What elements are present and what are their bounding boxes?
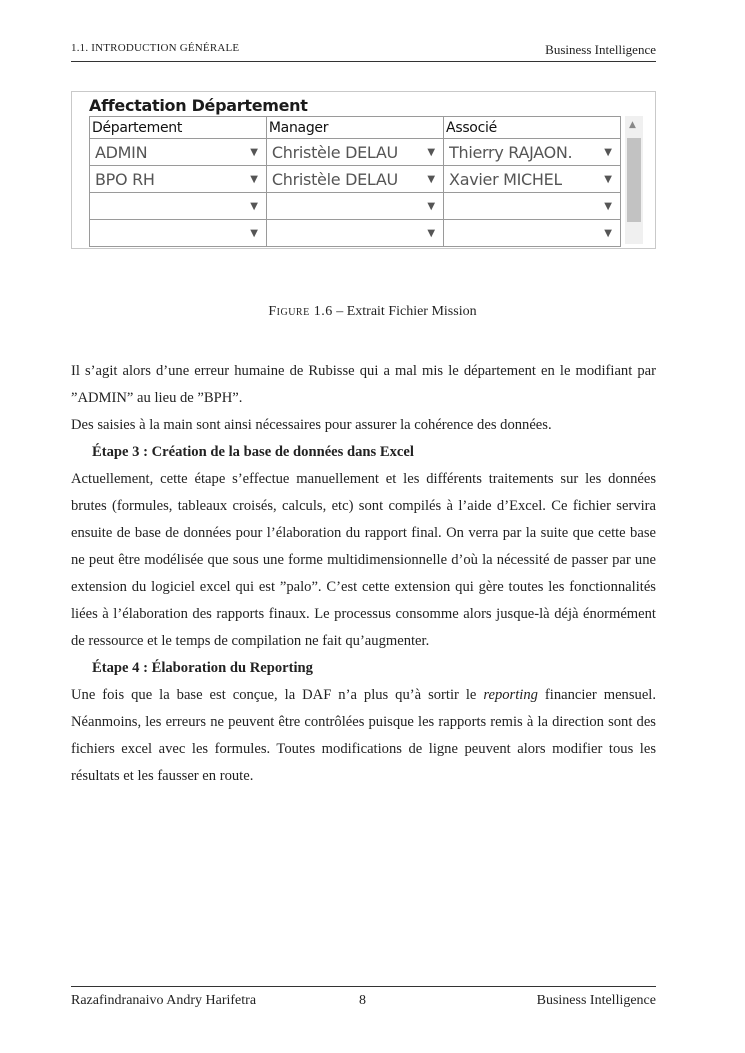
table-row xyxy=(90,139,621,166)
cell-dropdown[interactable] xyxy=(266,193,443,220)
figure-caption xyxy=(0,304,745,320)
page-number: 8 xyxy=(359,993,366,1008)
dropdown-arrow-icon[interactable]: ▼ xyxy=(250,201,258,212)
cell-dropdown[interactable] xyxy=(444,220,621,247)
footer-author: Razafindranaivo Andry Harifetra xyxy=(71,993,257,1008)
caption-text: – Extrait Fichier Mission xyxy=(332,304,477,319)
cell-dropdown[interactable] xyxy=(266,166,443,193)
cell-dropdown[interactable] xyxy=(90,220,267,247)
figure-screenshot xyxy=(71,91,656,249)
cell-value: Christèle DELAU xyxy=(271,170,398,189)
scroll-up-icon[interactable]: ▲ xyxy=(629,120,636,130)
dropdown-arrow-icon[interactable]: ▼ xyxy=(427,201,436,212)
running-header xyxy=(71,42,656,62)
dropdown-arrow-icon[interactable]: ▼ xyxy=(250,147,258,158)
caption-label: Figure 1.6 xyxy=(268,304,333,319)
cell-value: ADMIN xyxy=(95,143,148,162)
header-title: Business Intelligence xyxy=(545,42,656,57)
cell-dropdown[interactable] xyxy=(444,193,621,220)
cell-dropdown[interactable] xyxy=(90,166,267,193)
table-row xyxy=(90,166,621,193)
cell-value: Christèle DELAU xyxy=(271,143,398,162)
footer-title: Business Intelligence xyxy=(536,993,656,1008)
dropdown-arrow-icon[interactable]: ▼ xyxy=(604,201,612,212)
text-run: financier mensuel. Néanmoins, les erreurs ne peuvent être contrôlées puisque les rapports remis à la direction sont des fichiers excel avec les formules. Toutes modifications de ligne peuvent alors modifier tous les résultats et les fausser en route. xyxy=(71,687,656,784)
dropdown-arrow-icon[interactable]: ▼ xyxy=(250,228,258,239)
step-heading: Étape 4 : Élaboration du Reporting xyxy=(92,660,313,676)
running-footer xyxy=(71,986,656,1007)
paragraph xyxy=(71,682,656,790)
cell-value: BPO RH xyxy=(95,170,155,189)
cell-dropdown[interactable] xyxy=(90,193,267,220)
dropdown-arrow-icon[interactable]: ▼ xyxy=(604,147,612,158)
assignment-grid xyxy=(89,116,621,247)
cell-dropdown[interactable] xyxy=(90,139,267,166)
cell-dropdown[interactable] xyxy=(444,139,621,166)
paragraph: Des saisies à la main sont ainsi nécessaires pour assurer la cohérence des données. xyxy=(71,417,552,433)
column-header-associe: Associé xyxy=(444,117,621,139)
cell-value: Thierry RAJAON. xyxy=(449,143,573,162)
dropdown-arrow-icon[interactable]: ▼ xyxy=(427,174,436,185)
paragraph: Il s’agit alors d’une erreur humaine de Rubisse qui a mal mis le département en le modifiant par ”ADMIN” au lieu de ”BPH”. xyxy=(71,363,656,406)
step-heading: Étape 3 : Création de la base de données dans Excel xyxy=(92,444,414,460)
grid-header-row xyxy=(90,117,621,139)
body-text xyxy=(71,358,656,790)
dropdown-arrow-icon[interactable]: ▼ xyxy=(604,174,612,185)
cell-dropdown[interactable] xyxy=(266,139,443,166)
dropdown-arrow-icon[interactable]: ▼ xyxy=(427,228,436,239)
vertical-scrollbar[interactable] xyxy=(625,116,643,244)
figure-title: Affectation Département xyxy=(89,96,308,115)
cell-dropdown[interactable] xyxy=(266,220,443,247)
table-row xyxy=(90,193,621,220)
cell-value: Xavier MICHEL xyxy=(449,170,563,189)
header-section: 1.1. INTRODUCTION GÉNÉRALE xyxy=(71,42,240,54)
dropdown-arrow-icon[interactable]: ▼ xyxy=(427,147,436,158)
column-header-departement: Département xyxy=(90,117,267,139)
text-run: Une fois que la base est conçue, la DAF n’a plus qu’à sortir le xyxy=(71,687,484,703)
cell-dropdown[interactable] xyxy=(444,166,621,193)
dropdown-arrow-icon[interactable]: ▼ xyxy=(250,174,258,185)
paragraph: Actuellement, cette étape s’effectue manuellement et les différents traitements sur les données brutes (formules, tableaux croisés, calculs, etc) sont compilés à l’aide d’Excel. Ce fichier servira ensuite de base de données pour l’élaboration du rapport final. On verra par la suite que cette base ne peut être modélisée que sous une forme multidimensionnelle d’où la nécessité de passer par une extension du logiciel excel qui est ”palo”. C’est cette extension qui gère toutes les fonctionnalités liées à l’élaboration des rapports finaux. Le processus consomme alors jusque-là déjà énormément de ressource et le temps de compilation ne fait qu’augmenter. xyxy=(71,471,656,649)
table-row xyxy=(90,220,621,247)
scroll-thumb[interactable] xyxy=(627,138,641,222)
emphasis: reporting xyxy=(483,687,538,703)
dropdown-arrow-icon[interactable]: ▼ xyxy=(604,228,612,239)
column-header-manager: Manager xyxy=(266,117,443,139)
